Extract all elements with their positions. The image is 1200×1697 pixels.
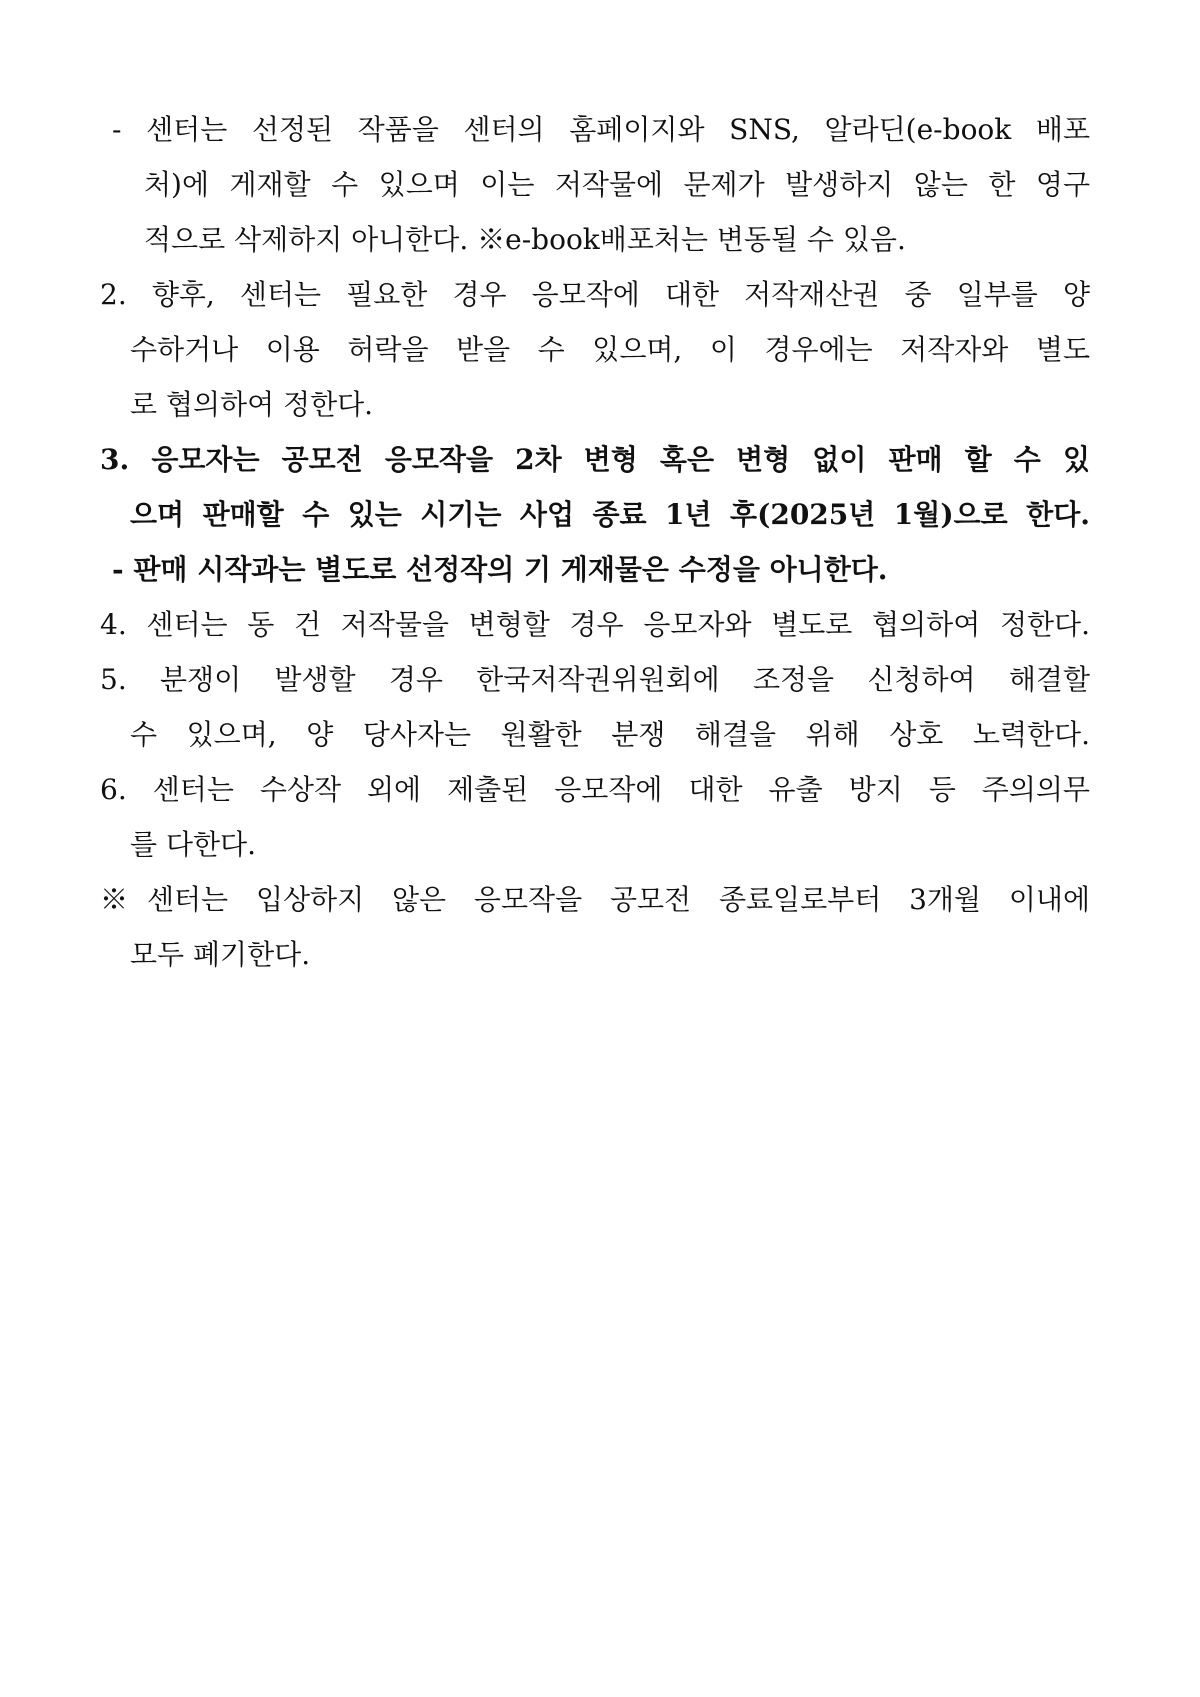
text-line xyxy=(0,542,1200,597)
text-line xyxy=(0,212,1200,267)
line-text: 6. 센터는 수상작 외에 제출된 응모작에 대한 유출 방지 등 주의의무 xyxy=(100,773,1090,806)
line-text: - 센터는 선정된 작품을 센터의 홈페이지와 SNS, 알라딘(e-book 배포 xyxy=(112,113,1090,146)
line-text: 로 협의하여 정한다. xyxy=(130,388,374,421)
line-text: 3. 응모자는 공모전 응모작을 2차 변형 혹은 변형 없이 판매 할 수 있 xyxy=(100,443,1090,476)
text-line xyxy=(0,707,1200,762)
line-text: ※센터는 입상하지 않은 응모작을 공모전 종료일로부터 3개월 이내에 xyxy=(100,883,1090,916)
line-text: 수 있으며, 양 당사자는 원활한 분쟁 해결을 위해 상호 노력한다. xyxy=(130,718,1090,751)
text-line xyxy=(0,322,1200,377)
line-text: 5. 분쟁이 발생할 경우 한국저작권위원회에 조정을 신청하여 해결할 xyxy=(100,663,1090,696)
line-text: 2. 향후, 센터는 필요한 경우 응모작에 대한 저작재산권 중 일부를 양 xyxy=(100,278,1090,311)
line-text: 4. 센터는 동 건 저작물을 변형할 경우 응모자와 별도로 협의하여 정한다. xyxy=(100,608,1090,641)
text-line xyxy=(0,872,1200,927)
line-text: 수하거나 이용 허락을 받을 수 있으며, 이 경우에는 저작자와 별도 xyxy=(130,333,1090,366)
text-line xyxy=(0,377,1200,432)
line-text: 으며 판매할 수 있는 시기는 사업 종료 1년 후(2025년 1월)으로 한다. xyxy=(130,498,1090,531)
text-line xyxy=(0,487,1200,542)
text-line xyxy=(0,762,1200,817)
text-line xyxy=(0,432,1200,487)
text-line xyxy=(0,652,1200,707)
text-line xyxy=(0,817,1200,872)
line-text: - 판매 시작과는 별도로 선정작의 기 게재물은 수정을 아니한다. xyxy=(112,553,888,586)
text-line xyxy=(0,927,1200,982)
text-line xyxy=(0,597,1200,652)
line-text: 처)에 게재할 수 있으며 이는 저작물에 문제가 발생하지 않는 한 영구 xyxy=(144,168,1090,201)
line-text: 모두 폐기한다. xyxy=(130,938,311,971)
line-text: 를 다한다. xyxy=(130,828,256,861)
text-line xyxy=(0,102,1200,157)
text-line xyxy=(0,157,1200,212)
line-text: 적으로 삭제하지 아니한다. ※e-book배포처는 변동될 수 있음. xyxy=(144,223,906,256)
text-line xyxy=(0,267,1200,322)
